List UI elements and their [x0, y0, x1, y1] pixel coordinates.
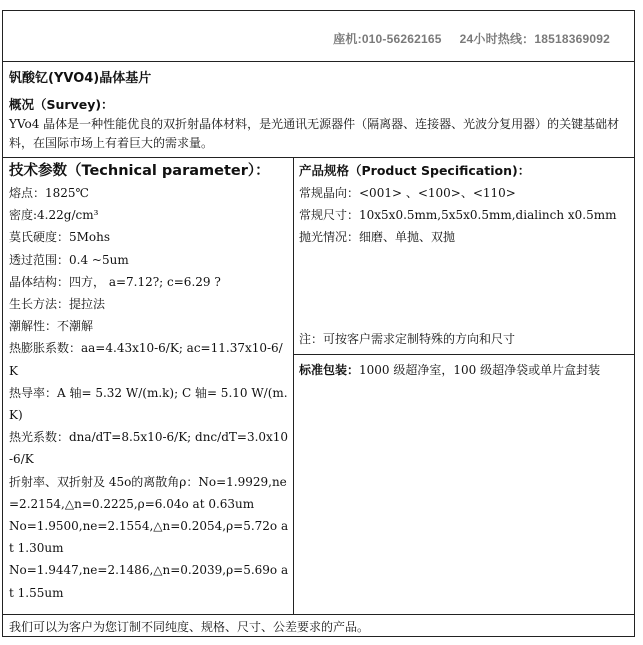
param-hygroscopic: 潮解性：不潮解 [9, 319, 94, 334]
page-title: 钒酸钇(YVO4)晶体基片 [9, 71, 152, 86]
param-crystal-structure: 晶体结构：四方， a=7.12?; c=6.29 ? [9, 274, 221, 289]
param-melting-point: 熔点：1825℃ [9, 186, 89, 200]
param-refractive-130: No=1.9500,ne=2.1554,△n=0.2054,ρ=5.72o at 1.30um [9, 519, 289, 556]
column-divider [293, 158, 294, 614]
packaging-heading: 标准包装： [299, 363, 360, 377]
technical-parameters [9, 160, 291, 604]
hotline-number: 18518369092 [534, 32, 610, 46]
packaging-text: 1000 级超净室，100 级超净袋或单片盒封装 [359, 363, 601, 377]
param-thermo-optic: 热光系数：dna/dT=8.5x10-6/K; dnc/dT=3.0x10-6/K [9, 430, 289, 467]
spec-size: 常规尺寸：10x5x0.5mm,5x5x0.5mm,dialinch x0.5mm [299, 208, 617, 222]
product-specification [299, 160, 629, 248]
custom-note: 注：可按客户需求定制特殊的方向和尺寸 [299, 332, 516, 346]
spec-sheet [2, 10, 635, 637]
technical-heading: 技术参数（Technical parameter）： [9, 163, 270, 179]
param-refractive-155: No=1.9447,ne=2.1486,△n=0.2039,ρ=5.69o at 1.55um [9, 563, 289, 600]
footer-text: 我们可以为客户为您订制不同纯度、规格、尺寸、公差要求的产品。 [9, 620, 370, 634]
spec-polish: 抛光情况：细磨、单抛、双抛 [299, 230, 456, 244]
param-hardness: 莫氏硬度：5Mohs [9, 230, 111, 245]
header-bar [3, 11, 634, 62]
phone-number: 010-56262165 [361, 32, 442, 46]
survey-heading: 概况（Survey)： [9, 97, 114, 112]
hotline-label: 24小时热线： [459, 32, 535, 46]
param-refractive-063: 折射率、双折射及 45o的离散角ρ：No=1.9929,ne=2.2154,△n=0.2225,ρ=6.04o at 0.63um [9, 474, 287, 511]
spec-table [3, 157, 634, 615]
row-divider [293, 354, 634, 355]
contact-line [333, 30, 610, 47]
phone-label: 座机: [333, 32, 362, 46]
param-thermal-conductivity: 热导率：A 轴= 5.32 W/(m.k); C 轴= 5.10 W/(m.K) [9, 385, 288, 423]
param-growth-method: 生长方法：提拉法 [9, 297, 106, 312]
param-thermal-expansion: 热膨胀系数：aa=4.43x10-6/K; ac=11.37x10-6/K [9, 341, 283, 378]
param-density: 密度:4.22g/cm³ [9, 208, 99, 223]
param-transmission: 透过范围：0.4 ~5um [9, 252, 129, 267]
packaging [299, 360, 631, 381]
survey-text: YVo4 晶体是一种性能优良的双折射晶体材料，是光通讯无源器件（隔离器、连接器、光波分复用器）的关键基础材料，在国际市场上有着巨大的需求量。 [9, 117, 620, 150]
product-heading: 产品规格（Product Specification)： [299, 163, 531, 178]
spec-orientation: 常规晶向：<001> 、<100>、<110> [299, 186, 516, 200]
